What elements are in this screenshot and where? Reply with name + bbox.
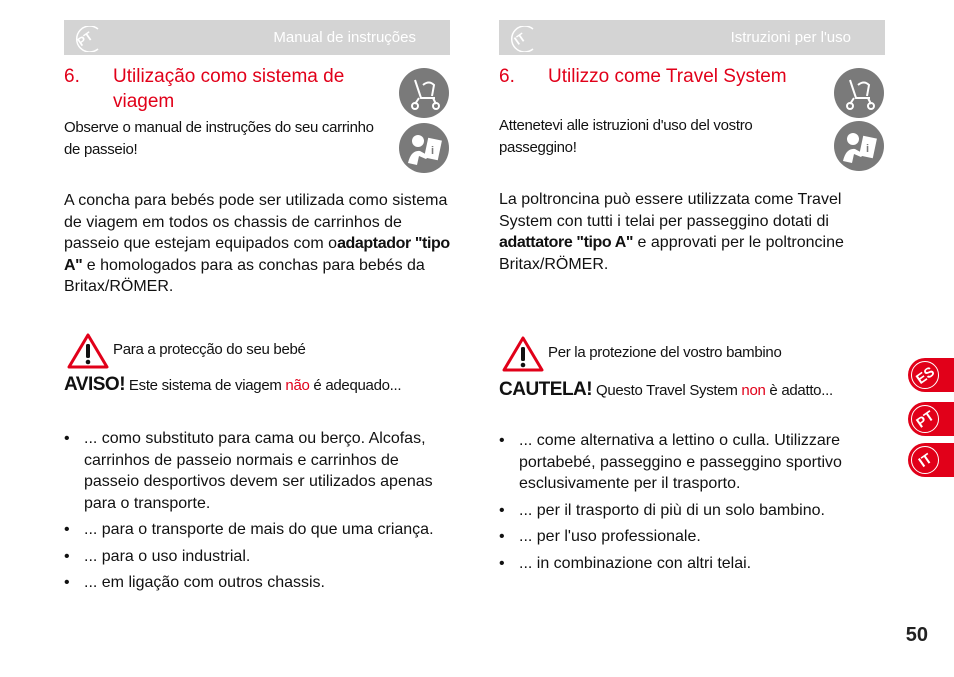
list-item: • ... come alternativa a lettino o culla. Utilizzare portabebé, passeggino e passeggino sportivo esclusivamente per il trasporto. [499,432,842,492]
language-tab-it[interactable]: IT [908,443,954,477]
header-bar-pt [64,20,450,55]
alert-statement: AVISO! Este sistema de viagem não é adequado... [64,374,402,395]
language-badge: PT [68,26,102,52]
bullet-list [64,428,450,599]
list-item: • ... em ligação com outros chassis. [64,574,325,591]
read-manual-icon [399,123,449,173]
alert-statement: CAUTELA! Questo Travel System non è adatto... [499,379,833,400]
page-number: 50 [905,624,928,646]
header-bar-it [499,20,885,55]
warning-row [64,333,450,369]
read-manual-icon [834,121,884,171]
stroller-icon [834,68,884,118]
language-badge: IT [503,26,537,52]
warning-icon [502,336,544,372]
list-item: • ... como substituto para cama ou berço. Alcofas, carrinhos de passeio normais e carrinhos de passeio desportivos devem ser utilizados apenas para o transporte. [64,430,433,512]
section-title: Utilizzo come Travel System [548,66,787,87]
list-item: • ... para o transporte de mais do que uma criança. [64,521,434,538]
warning-title: Per la protezione del vostro bambino [548,344,782,361]
list-item: • ... per il trasporto di più di un solo bambino. [499,501,825,519]
svg-text:i: i [431,145,435,157]
manual-title: Istruzioni per l'uso [730,29,851,46]
manual-title: Manual de instruções [273,29,416,46]
stroller-manual-note: Attenetevi alle istruzioni d'uso del vostro passeggino! [499,117,753,156]
list-item: • ... per l'uso professionale. [499,528,701,545]
language-tab-pt[interactable]: PT [908,402,954,436]
description-paragraph: La poltroncina può essere utilizzata come Travel System con tutti i telai per passeggino dotati di adattatore "tipo A" e approvati per le poltroncine Britax/RÖMER. [499,191,844,273]
warning-row [499,336,885,372]
list-item: • ... in combinazione con altri telai. [499,554,752,572]
list-item: • ... para o uso industrial. [64,547,251,565]
section-number: 6. [64,66,80,87]
stroller-icon [399,68,449,118]
svg-text:i: i [866,143,870,155]
warning-title: Para a protecção do seu bebé [113,341,306,358]
section-title: Utilização como sistema de viagem [113,66,345,112]
language-tab-es[interactable]: ES [908,358,954,392]
description-paragraph: A concha para bebés pode ser utilizada como sistema de viagem em todos os chassis de carrinhos de passeio que estejam equipados com oadaptador "tipo A" e homologados para as conchas para bebés da Britax/RÖMER. [64,192,450,295]
warning-icon [67,333,109,369]
section-number: 6. [499,66,515,87]
bullet-list [499,430,885,579]
stroller-manual-note: Observe o manual de instruções do seu carrinho de passeio! [64,119,374,158]
